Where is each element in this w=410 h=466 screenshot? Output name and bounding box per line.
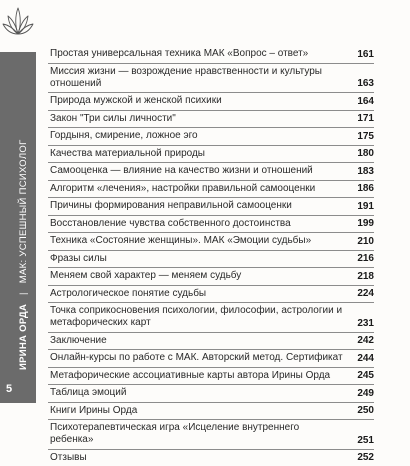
toc-entry: [48, 46, 374, 64]
toc-entry-title: Метафорические ассоциативные карты автора Ирины Орда: [50, 370, 330, 381]
toc-entry: [48, 93, 374, 111]
toc-entry: [48, 286, 374, 304]
toc-entry-page: 242: [357, 335, 374, 347]
toc-entry-title: Заключение: [50, 335, 107, 346]
toc-entry: [48, 181, 374, 199]
toc-entry-title: Астрологическое понятие судьбы: [50, 288, 206, 299]
toc-entry: [48, 350, 374, 368]
toc-entry: [48, 450, 374, 466]
toc-entry-page: 245: [357, 370, 374, 382]
author-name: ИРИНА ОРДА: [18, 304, 29, 370]
toc-entry: [48, 420, 374, 450]
sidebar-separator: |: [18, 292, 30, 295]
toc-entry: [48, 111, 374, 129]
toc-entry: [48, 198, 374, 216]
toc-entry: [48, 64, 374, 94]
toc-entry-title: Онлайн-курсы по работе с МАК. Авторский метод. Сертификат: [50, 352, 343, 363]
toc-entry-page: 252: [357, 452, 374, 464]
toc-entry: [48, 251, 374, 269]
toc-entry: [48, 303, 374, 333]
toc-entry-page: 210: [357, 236, 374, 248]
toc-entry-page: 186: [357, 183, 374, 195]
toc-entry-title: Самооценка — влияние на качество жизни и отношений: [50, 165, 313, 176]
toc-entry-title: Фразы силы: [50, 253, 107, 264]
toc-entry-page: 164: [357, 96, 374, 108]
toc-entry-page: 175: [357, 131, 374, 143]
toc-entry-page: 231: [357, 318, 374, 330]
toc-entry-page: 191: [357, 201, 374, 213]
toc-entry: [48, 163, 374, 181]
toc-entry-title: Отзывы: [50, 452, 87, 463]
toc-entry-title: Точка соприкосновения психологии, философии, астрологии и метафорических карт: [50, 305, 342, 328]
toc-entry: [48, 368, 374, 386]
toc-entry-page: 161: [357, 49, 374, 61]
toc-entry: [48, 233, 374, 251]
toc-entry-title: Алгоритм «лечения», настройки правильной самооценки: [50, 183, 315, 194]
toc-entry-page: 183: [357, 166, 374, 178]
toc-entry-title: Книги Ирины Орда: [50, 405, 137, 416]
series-title: МАК: УСПЕШНЫЙ ПСИХОЛОГ: [18, 139, 29, 283]
toc-entry-title: Причины формирования неправильной самооценки: [50, 200, 292, 211]
toc-entry: [48, 385, 374, 403]
toc-entry-title: Простая универсальная техника МАК «Вопрос – ответ»: [50, 48, 308, 59]
toc-entry-page: 224: [357, 288, 374, 300]
toc-entry-title: Психотерапевтическая игра «Исцеление внутреннего ребенка»: [50, 422, 299, 445]
toc-entry-page: 199: [357, 218, 374, 230]
toc-entry-title: Миссия жизни — возрождение нравственности и культуры отношений: [50, 66, 322, 89]
toc-entry: [48, 268, 374, 286]
page-number: 5: [6, 383, 30, 395]
toc-entry-page: 216: [357, 253, 374, 265]
toc-entry: [48, 128, 374, 146]
toc-entry-page: 163: [357, 78, 374, 90]
toc-entry-title: Меняем свой характер — меняем судьбу: [50, 270, 241, 281]
table-of-contents: [48, 46, 374, 466]
toc-entry-title: Техника «Состояние женщины». МАК «Эмоции судьбы»: [50, 235, 311, 246]
toc-entry: [48, 403, 374, 421]
toc-entry-page: 250: [357, 405, 374, 417]
toc-entry: [48, 146, 374, 164]
toc-entry-title: Восстановление чувства собственного достоинства: [50, 218, 291, 229]
toc-entry: [48, 333, 374, 351]
lotus-icon: [2, 4, 34, 48]
toc-entry-title: Гордыня, смирение, ложное эго: [50, 130, 198, 141]
toc-entry-page: 218: [357, 271, 374, 283]
toc-entry-title: Таблица эмоций: [50, 387, 126, 398]
toc-entry-title: Качества материальной природы: [50, 148, 205, 159]
toc-entry-page: 180: [357, 148, 374, 160]
toc-entry-title: Закон "Три силы личности": [50, 113, 176, 124]
toc-entry-title: Природа мужской и женской психики: [50, 95, 222, 106]
sidebar-vertical-text: [18, 139, 30, 370]
toc-entry-page: 249: [357, 388, 374, 400]
toc-entry-page: 171: [357, 113, 374, 125]
toc-entry-page: 251: [357, 435, 374, 447]
toc-entry-page: 244: [357, 353, 374, 365]
toc-entry: [48, 216, 374, 234]
